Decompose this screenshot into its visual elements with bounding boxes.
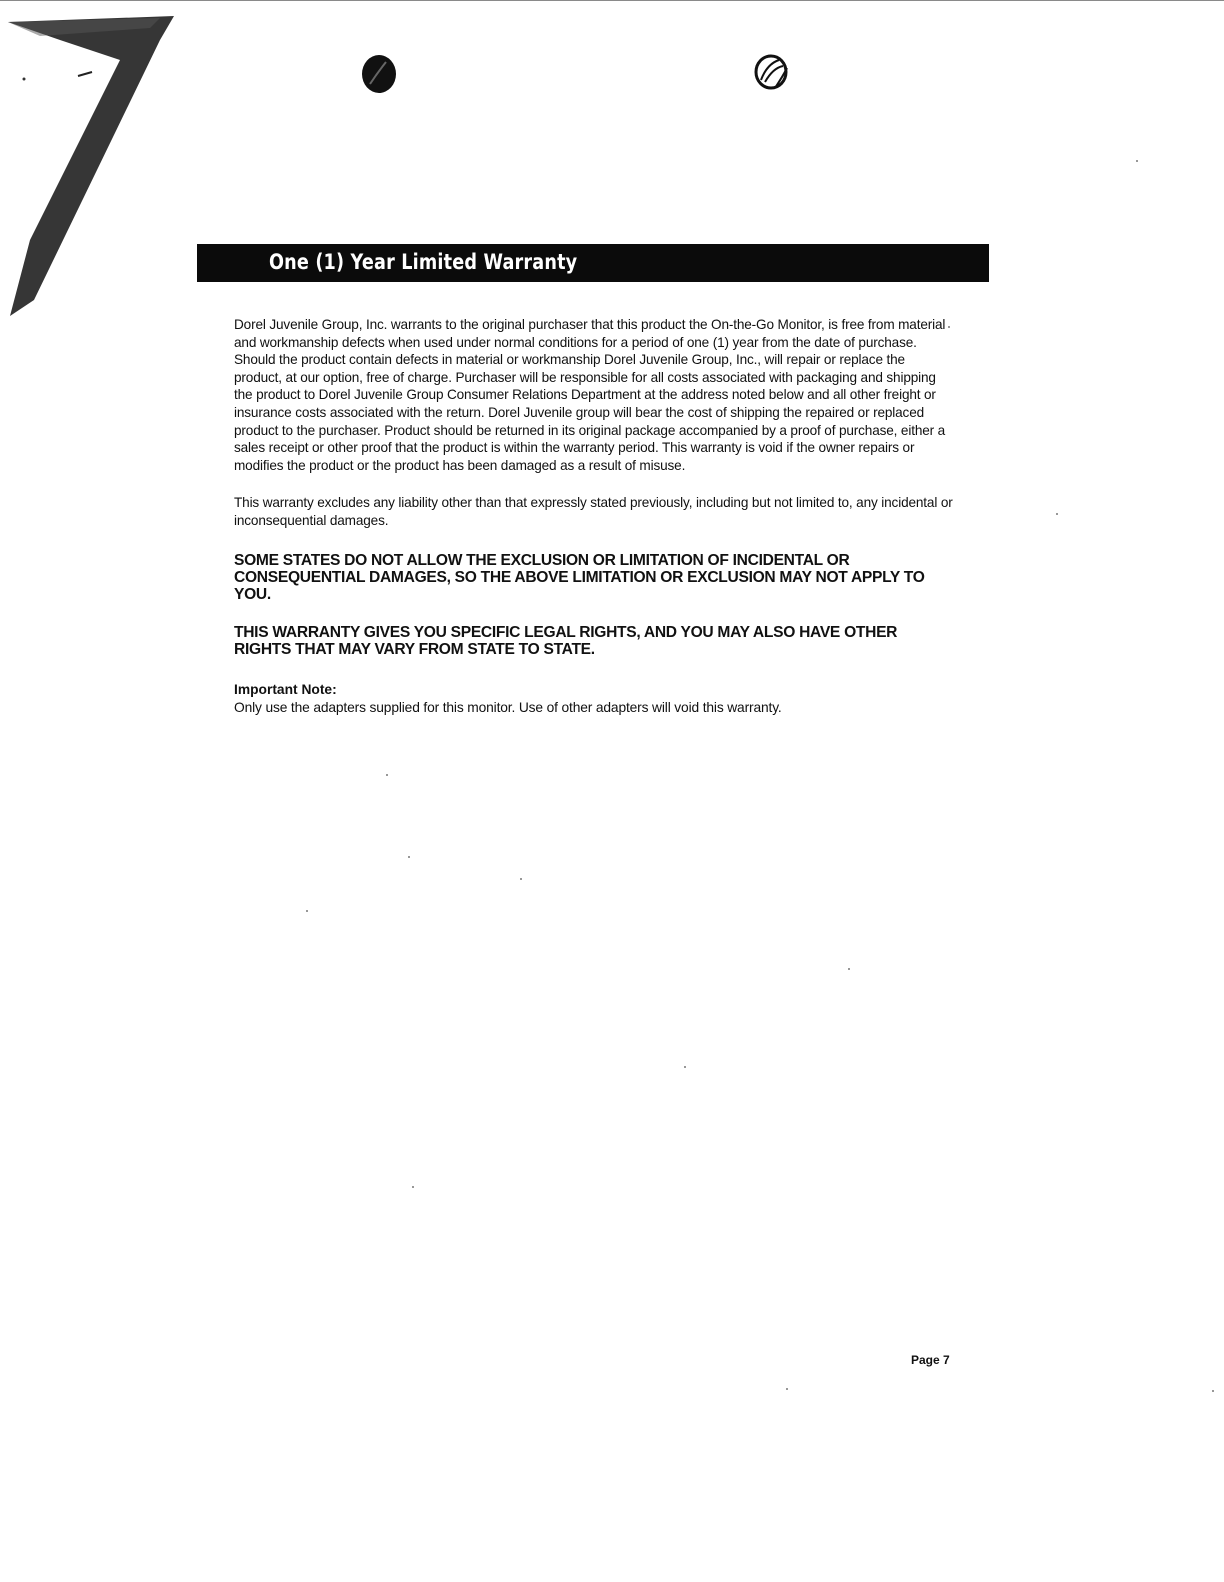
scan-speck [684,1066,686,1068]
scan-speck [306,910,308,912]
scan-speck [1056,513,1058,515]
scan-speck [848,968,850,970]
scan-edge-artifact [0,0,180,320]
liability-exclusion-paragraph: This warranty excludes any liability other than that expressly stated previously, including but not limited to, any incidental or inconsequential damages. [234,495,953,528]
legal-rights-notice: THIS WARRANTY GIVES YOU SPECIFIC LEGAL RIGHTS, AND YOU MAY ALSO HAVE OTHER RIGHTS THAT MAY VARY FROM STATE TO STATE. [234,623,898,659]
scan-speck [1136,160,1138,162]
scan-speck [412,1186,414,1188]
important-note-heading: Important Note: [234,681,337,697]
page-top-border [0,0,1224,1]
scan-speck [520,878,522,880]
state-limitation-notice: SOME STATES DO NOT ALLOW THE EXCLUSION OR LIMITATION OF INCIDENTAL OR CONSEQUENTIAL DAMAGES, SO THE ABOVE LIMITATION OR EXCLUSION MAY NOT APPLY TO YOU. [234,551,925,604]
punch-hole-mark-right [753,54,793,94]
warranty-terms-paragraph: Dorel Juvenile Group, Inc. warrants to the original purchaser that this product the On-the-Go Monitor, is free from material and workmanship defects when used under normal conditions for a period of one (1) year from the date of purchase. Should the product contain defects in material or workmanship Dorel Juvenile Group, Inc., will repair or replace the product, at our option, free of charge. Purchaser will be responsible for all costs associated with packaging and shipping the product to Dorel Juvenile Group Consumer Relations Department at the address noted below and all other freight or insurance costs associated with the return. Dorel Juvenile group will bear the cost of shipping the repaired or replaced product to the purchaser. Product should be returned in its original package accompanied by a proof of purchase, either a sales receipt or other proof that the product is within the warranty period. This warranty is void if the owner repairs or modifies the product or the product has been damaged as a result of misuse. [234,317,946,473]
punch-hole-mark-left [360,54,398,94]
scan-speck [948,326,950,328]
warranty-body [234,316,954,717]
scan-speck [386,774,388,776]
scan-speck [786,1388,788,1390]
scan-speck [408,856,410,858]
page-number: Page 7 [911,1353,950,1367]
warranty-title-bar [197,244,989,282]
important-note-text: Only use the adapters supplied for this monitor. Use of other adapters will void this warranty. [234,699,782,715]
scan-speck [1212,1390,1214,1392]
warranty-title: One (1) Year Limited Warranty [269,250,578,274]
